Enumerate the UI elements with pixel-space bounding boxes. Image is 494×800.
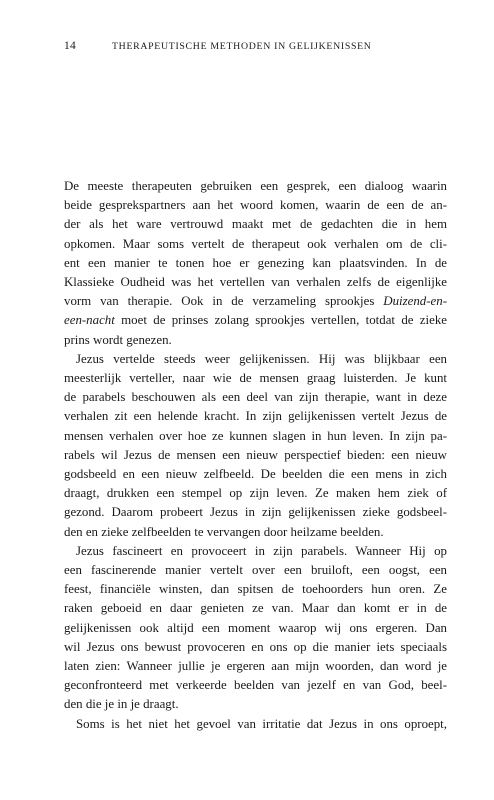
- text-line: de parabels beschouwen als een deel van zijn therapie, want in deze: [64, 390, 447, 405]
- body-text: [64, 177, 447, 734]
- text-line: Jezus fascineert en provoceert in zijn parabels. Wanneer Hij op: [76, 543, 447, 558]
- paragraph-3: [64, 542, 447, 715]
- text-line: raken geboeid en daar genieten ze van. Maar dan komt er in de: [64, 601, 447, 616]
- text-line: Jezus vertelde steeds weer gelijkenissen. Hij was blijkbaar een: [76, 351, 447, 366]
- text-line: den en zieke zelfbeelden te vervangen door heilzame beelden.: [64, 524, 384, 539]
- text-line: meesterlijk verteller, naar wie de mensen graag luisterden. Je kunt: [64, 371, 447, 386]
- text-line: een fascinerende manier vertelt over een bruiloft, een oogst, een: [64, 563, 447, 578]
- running-head: [64, 40, 454, 52]
- text-fragment: vorm van therapie. Ook in de verzameling sprookjes: [64, 294, 384, 309]
- italic-title-fragment: een-nacht: [64, 313, 115, 328]
- text-line: draagt, drukken een stempel op zijn leven. Ze maken hem ziek of: [64, 486, 447, 501]
- text-line: godsbeeld en een nieuw zelfbeeld. De beelden die een mens in zich: [64, 467, 447, 482]
- text-line: [64, 292, 447, 311]
- text-line: opkomen. Maar soms vertelt de therapeut ook verhalen om de cli-: [64, 236, 447, 251]
- text-line: mensen verhalen over hoe ze kunnen slagen in hun leven. In zijn pa-: [64, 428, 447, 443]
- text-line: gelijkenissen ook altijd een moment waarop wij ons ergeren. Dan: [64, 620, 447, 635]
- paragraph-2: [64, 350, 447, 542]
- page-number: 14: [64, 40, 76, 52]
- running-title: THERAPEUTISCHE METHODEN IN GELIJKENISSEN: [112, 41, 372, 52]
- text-line: den die je in je draagt.: [64, 697, 179, 712]
- text-line: Soms is het niet het gevoel van irritatie dat Jezus in ons oproept,: [76, 716, 447, 731]
- text-line: wil Jezus ons bewust provoceren en ons op die manier iets speciaals: [64, 639, 447, 654]
- text-line: feest, financiële winsten, dan spitsen de toehoorders hun oren. Ze: [64, 582, 447, 597]
- text-line: laten zien: Wanneer jullie je ergeren aan mijn woorden, dan word je: [64, 659, 447, 674]
- text-line: De meeste therapeuten gebruiken een gesprek, een dialoog waarin: [64, 179, 447, 193]
- paragraph-4: [64, 715, 447, 734]
- text-line: gezond. Daarom probeert Jezus in zijn gelijkenissen zieke godsbeel-: [64, 505, 447, 520]
- text-line: rabels wil Jezus de mensen een nieuw perspectief bieden: een nieuw: [64, 447, 447, 462]
- text-line: prins wordt genezen.: [64, 332, 172, 347]
- text-line: beide gesprekspartners aan het woord komen, waarin de een de an-: [64, 198, 447, 213]
- italic-title-fragment: Duizend-en-: [383, 294, 447, 309]
- text-fragment: moet de prinses zolang sprookjes vertellen, totdat de zieke: [114, 313, 447, 328]
- text-line: ent een manier te tonen hoe er genezing kan plaatsvinden. In de: [64, 255, 447, 270]
- text-line: geconfronteerd met verkeerde beelden van jezelf en van God, beel-: [64, 678, 447, 693]
- text-line: der als het ware vertrouwd maakt met de gedachten die in hem: [64, 217, 447, 232]
- paragraph-1: [64, 177, 447, 350]
- text-line: Klassieke Oudheid was het vertellen van verhalen zelfs de eigenlijke: [64, 275, 447, 290]
- text-line: [64, 311, 447, 330]
- text-line: verhalen zit een helende kracht. In zijn gelijkenissen vertelt Jezus de: [64, 409, 447, 424]
